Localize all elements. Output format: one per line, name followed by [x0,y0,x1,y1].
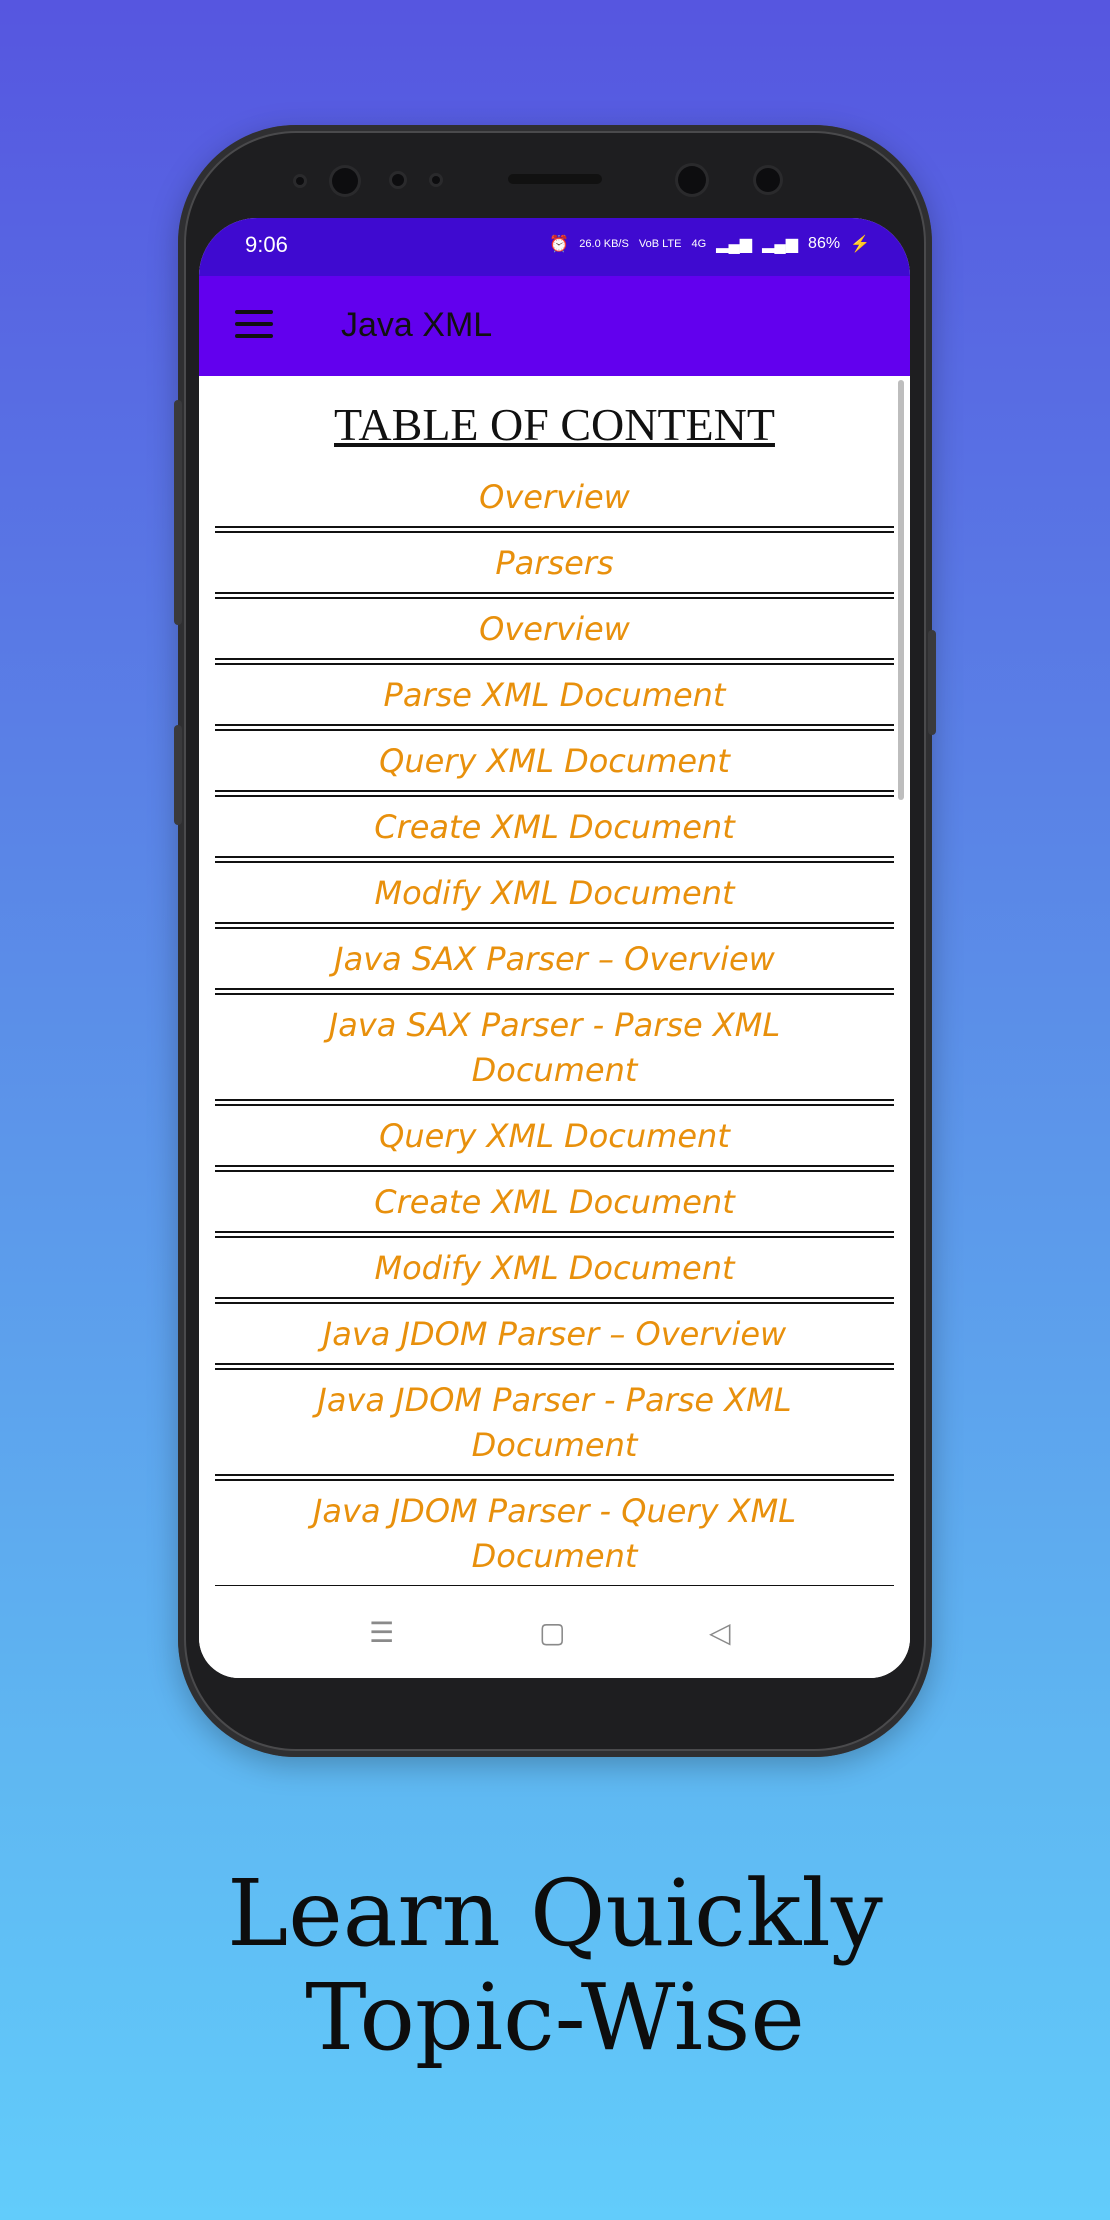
toc-item[interactable]: Query XML Document [215,731,894,797]
sensor-icon [392,174,404,186]
toc-item[interactable]: Query XML Document [215,1106,894,1172]
toc-list [215,467,894,1586]
status-time: 9:06 [245,232,288,257]
front-camera-icon [678,166,706,194]
toc-item[interactable]: Java JDOM Parser - Query XML Document [215,1481,894,1586]
app-title: Java XML [341,306,493,344]
hamburger-menu-icon[interactable] [235,310,273,340]
power-button [928,630,936,735]
app-bar [199,276,910,376]
front-camera-icon [332,168,358,194]
tagline-line-2: Topic-Wise [305,1964,805,2071]
sensor-icon [296,177,304,185]
front-camera-icon [756,168,780,192]
side-button [174,725,182,825]
volume-button [174,400,182,625]
earpiece-speaker [508,174,602,184]
charging-icon: ⚡ [850,236,870,253]
toc-item[interactable]: Parse XML Document [215,665,894,731]
tagline-line-1: Learn Quickly [227,1860,883,1967]
scrollbar[interactable] [898,380,904,800]
toc-item[interactable]: Modify XML Document [215,863,894,929]
toc-item[interactable]: Java SAX Parser - Parse XML Document [215,995,894,1106]
toc-item[interactable]: Overview [215,599,894,665]
status-icons [549,234,870,254]
network-type: 4G [691,238,707,250]
toc-content[interactable] [199,376,910,1586]
toc-item[interactable]: Modify XML Document [215,1238,894,1304]
toc-item[interactable]: Overview [215,467,894,533]
battery-level: 86% [808,235,841,252]
alarm-icon: ⏰ [549,236,570,253]
toc-item[interactable]: Java JDOM Parser – Overview [215,1304,894,1370]
toc-item[interactable]: Java JDOM Parser - Parse XML Document [215,1370,894,1481]
status-bar [199,218,910,276]
toc-title: TABLE OF CONTENT [334,399,775,450]
home-icon[interactable]: ▢ [539,1616,566,1649]
toc-item[interactable]: Parsers [215,533,894,599]
sensor-icon [432,176,440,184]
phone-screen [199,218,910,1678]
system-nav-bar [199,1590,910,1678]
toc-item[interactable]: Java SAX Parser – Overview [215,929,894,995]
recents-icon[interactable]: ☰ [369,1616,395,1649]
signal-icon: ▂▄▆ [762,236,799,253]
signal-icon: ▂▄▆ [716,236,753,253]
back-icon[interactable]: ◁ [709,1616,731,1649]
toc-item[interactable]: Create XML Document [215,797,894,863]
volte-icon: VoB LTE [638,238,682,250]
toc-item[interactable]: Create XML Document [215,1172,894,1238]
tagline [0,1862,1110,2070]
network-speed: 26.0 KB/S [579,238,629,250]
